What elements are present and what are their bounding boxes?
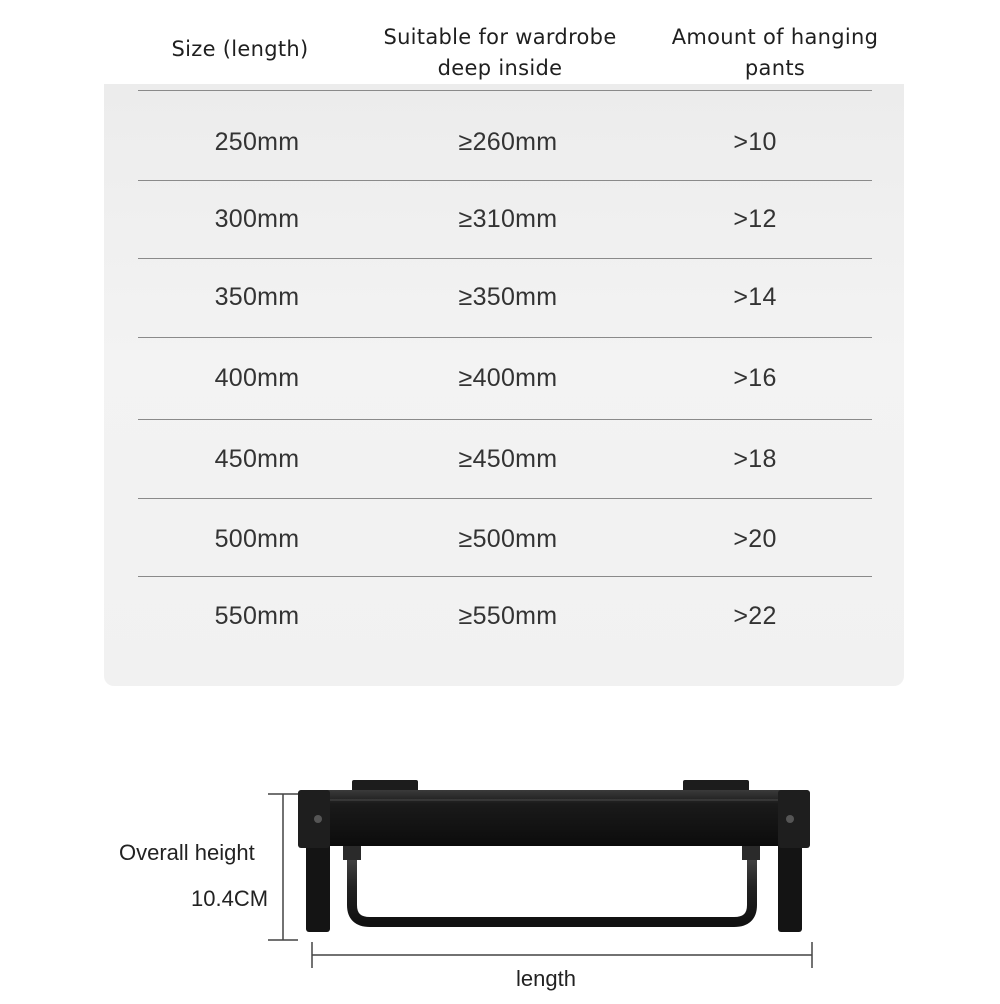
table-header [0, 0, 1000, 84]
cell-size: 300mm [214, 205, 300, 233]
table-row [0, 439, 1000, 479]
table-row [0, 358, 1000, 398]
table-row [0, 277, 1000, 317]
table-rule [138, 337, 872, 338]
header-size-line-1: Size (length) [171, 37, 309, 61]
header-hanging-amount-line-1: Amount of hanging [671, 25, 879, 49]
header-hanging-amount-line-2: pants [744, 56, 806, 80]
table-rule [138, 576, 872, 577]
table-rule [138, 90, 872, 91]
cell-size: 350mm [214, 283, 300, 311]
cell-depth: ≥450mm [458, 445, 558, 473]
table-row [0, 519, 1000, 559]
cell-depth: ≥550mm [458, 602, 558, 630]
cell-amount: >16 [733, 364, 777, 392]
header-wardrobe-depth-line-1: Suitable for wardrobe [383, 25, 617, 49]
cell-amount: >18 [733, 445, 777, 473]
cell-depth: ≥400mm [458, 364, 558, 392]
table-row [0, 596, 1000, 636]
header-size [140, 34, 340, 65]
cell-depth: ≥350mm [458, 283, 558, 311]
header-hanging-amount [640, 22, 910, 84]
cell-size: 500mm [214, 525, 300, 553]
table-row [0, 122, 1000, 162]
cell-size: 250mm [214, 128, 300, 156]
cell-size: 550mm [214, 602, 300, 630]
cell-depth: ≥260mm [458, 128, 558, 156]
table-rule [138, 498, 872, 499]
height-label: Overall height [119, 840, 255, 865]
table-rule [138, 258, 872, 259]
cell-amount: >12 [733, 205, 777, 233]
cell-amount: >14 [733, 283, 777, 311]
product-illustration [0, 760, 1000, 1000]
length-label: length [516, 966, 576, 991]
cell-depth: ≥310mm [458, 205, 558, 233]
table-row [0, 199, 1000, 239]
height-value: 10.4CM [191, 886, 269, 911]
pants-rack-icon [0, 760, 1000, 1000]
table-rule [138, 419, 872, 420]
cell-amount: >22 [733, 602, 777, 630]
cell-size: 400mm [214, 364, 300, 392]
header-wardrobe-depth [360, 22, 640, 84]
cell-size: 450mm [214, 445, 300, 473]
table-rule [138, 180, 872, 181]
header-wardrobe-depth-line-2: deep inside [437, 56, 563, 80]
cell-depth: ≥500mm [458, 525, 558, 553]
cell-amount: >10 [733, 128, 777, 156]
cell-amount: >20 [733, 525, 777, 553]
